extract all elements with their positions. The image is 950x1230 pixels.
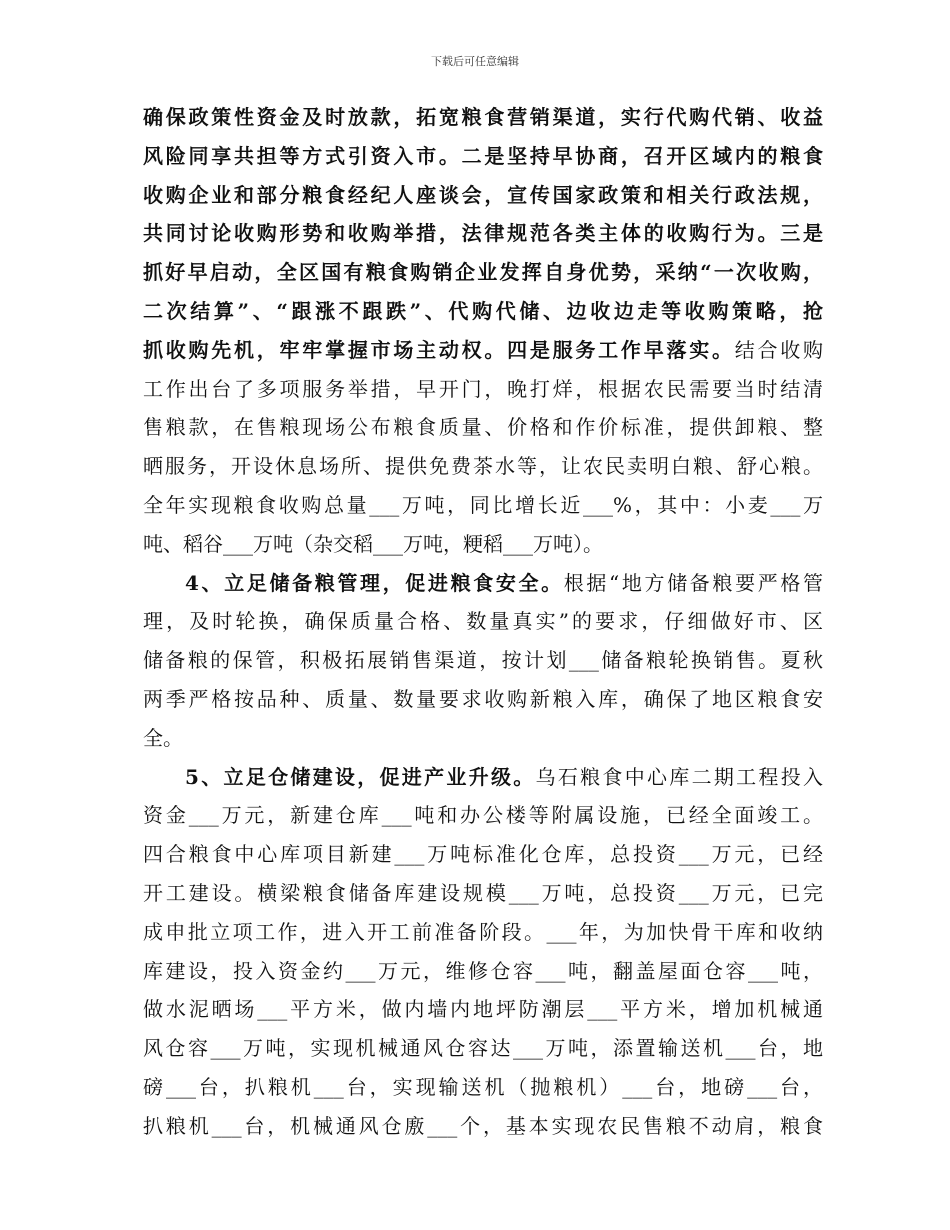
line-text: 储备粮的保管，积极拓展销售渠道，按计划___储备粮轮换销售。夏秋 [143,648,823,673]
text-line [143,796,823,835]
text-line [143,835,823,874]
line-text: 开工建设。横梁粮食储备库建设规模___万吨，总投资___万元，已完 [143,880,823,905]
text-line [143,602,823,641]
line-text: 确保政策性资金及时放款，拓宽粮食营销渠道，实行代购代销、收益 [143,105,823,129]
text-line [143,408,823,447]
line-text: 二次结算”、“跟涨不跟跌”、代购代储、边收边走等收购策略，抢 [143,298,823,323]
line-text: 吨、稻谷___万吨（杂交稻___万吨，粳稻___万吨）。 [143,531,603,556]
line-text: 扒粮机___台，机械通风仓廒___个，基本实现农民售粮不动肩，粮食 [143,1113,823,1138]
text-line [143,214,823,253]
text-line [143,719,823,758]
text-line [143,253,823,292]
line-text: 抓好早启动，全区国有粮食购销企业发挥自身优势，采纳“一次收购， [143,260,823,285]
text-line [143,1068,823,1107]
text-line [143,137,823,176]
line-text: 晒服务，开设休息场所、提供免费茶水等，让农民卖明白粮、舒心粮。 [143,454,823,479]
text-line [143,292,823,331]
line-text: 理，及时轮换，确保质量合格、数量真实”的要求，仔细做好市、区 [143,609,823,634]
line-text: 两季严格按品种、质量、数量要求收购新粮入库，确保了地区粮食安 [143,686,823,711]
text-line [143,1029,823,1068]
line-text: 四合粮食中心库项目新建___万吨标准化仓库，总投资___万元，已经 [143,842,823,867]
line-text: 全。 [143,725,183,750]
line-text: 共同讨论收购形势和收购举措，法律规范各类主体的收购行为。三是 [143,221,823,246]
text-line [143,370,823,409]
line-text: 做水泥晒场___平方米，做内墙内地坪防潮层___平方米，增加机械通 [143,997,823,1022]
bold-heading-text: 5、立足仓储建设，促进产业升级。 [185,764,536,789]
line-text: 风险同享共担等方式引资入市。二是坚持早协商，召开区域内的粮食 [143,143,823,168]
text-line [143,98,823,137]
line-text: 工作出台了多项服务举措，早开门，晚打烊，根据农民需要当时结清 [143,376,823,401]
text-line [143,913,823,952]
text-line [143,486,823,525]
line-text: 收购企业和部分粮食经纪人座谈会，宣传国家政策和相关行政法规， [143,182,823,207]
document-body [143,98,823,1146]
text-line [143,758,823,797]
page-header: 下载后可任意编辑 [431,55,519,68]
line-text: 风仓容___万吨，实现机械通风仓容达___万吨，添置输送机___台，地 [143,1036,823,1061]
line-text: 售粮款，在售粮现场公布粮食质量、价格和作价标准，提供卸粮、整 [143,415,823,440]
text-line [143,564,823,603]
line-text: 结合收购 [734,337,823,362]
text-line [143,990,823,1029]
line-text: 全年实现粮食收购总量___万吨，同比增长近___%，其中：小麦___万 [143,492,823,517]
text-line [143,176,823,215]
line-text: 库建设，投入资金约___万元，维修仓容___吨，翻盖屋面仓容___吨， [143,958,823,983]
line-text: 成申批立项工作，进入开工前准备阶段。___年，为加快骨干库和收纳 [143,919,823,944]
line-text: 资金___万元，新建仓库___吨和办公楼等附属设施，已经全面竣工。 [143,803,823,828]
text-line [143,952,823,991]
bold-heading-text: 4、立足储备粮管理，促进粮食安全。 [185,570,564,595]
line-text: 乌石粮食中心库二期工程投入 [535,764,823,789]
text-line [143,447,823,486]
text-line [143,874,823,913]
text-line [143,331,823,370]
line-text: 根据“地方储备粮要严格管 [563,570,823,595]
text-line [143,680,823,719]
text-line [143,1107,823,1146]
line-text: 磅___台，扒粮机___台，实现输送机（抛粮机）___台，地磅___台， [143,1074,823,1099]
text-line [143,641,823,680]
text-line [143,525,823,564]
bold-heading-text: 抓收购先机，牢牢掌握市场主动权。四是服务工作早落实。 [143,337,735,362]
